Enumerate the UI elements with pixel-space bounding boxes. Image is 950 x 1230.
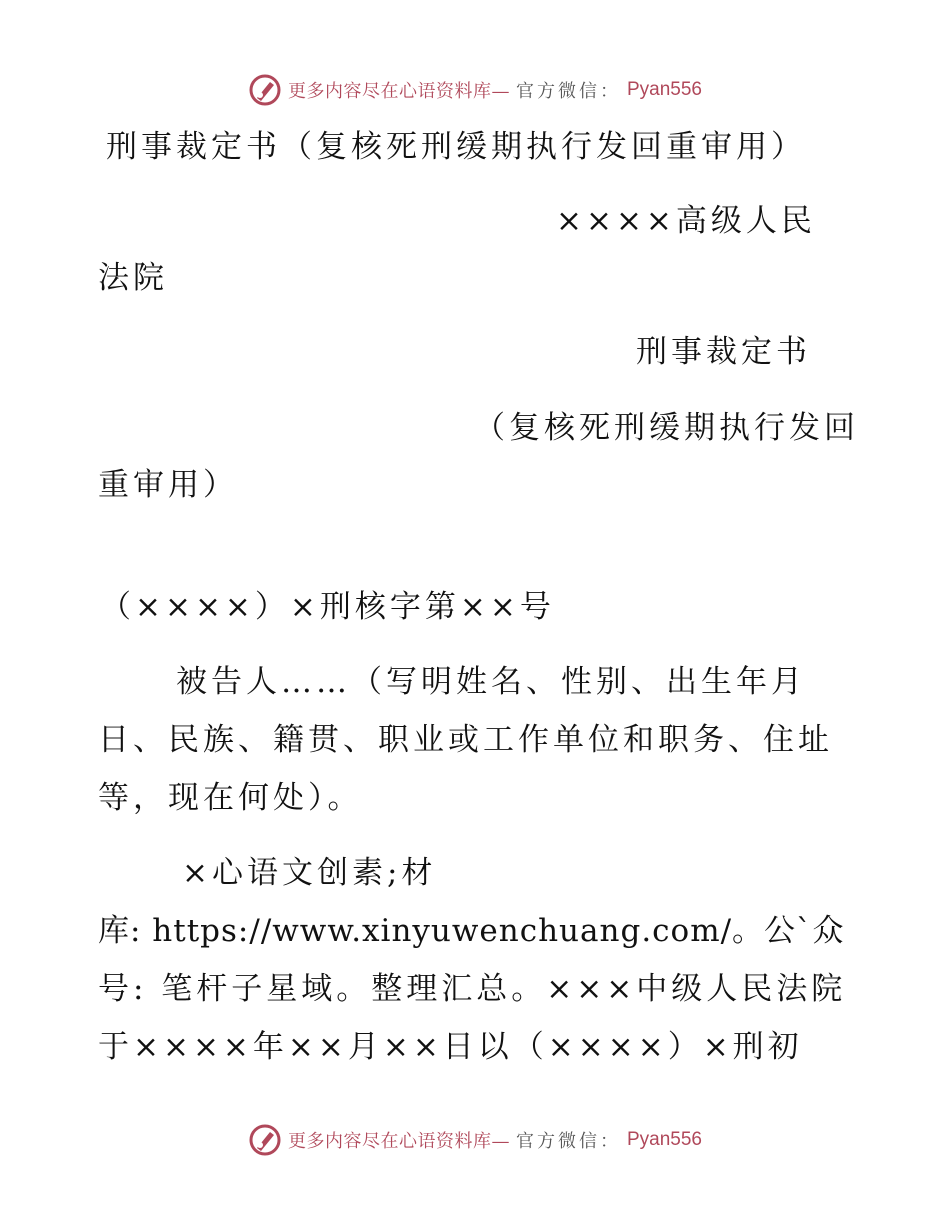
paragraph-source-line3: 号: 笔杆子星域。整理汇总。×××中级人民法院: [98, 971, 847, 1007]
paragraph-source-line2: 库: https://www.xinyuwenchuang.com/。公`众: [98, 913, 845, 949]
watermark-text: 更多内容尽在心语资料库—: [287, 81, 510, 102]
pen-logo-icon: [248, 1123, 282, 1157]
watermark-wechat-id: Pyan556: [626, 79, 702, 100]
case-number: （××××）×刑核字第××号: [100, 589, 555, 625]
paragraph-source-line1: ×心语文创素;材: [182, 855, 437, 891]
watermark-wechat-id: Pyan556: [626, 1129, 702, 1150]
document-subtitle-line2: 重审用）: [98, 467, 238, 503]
document-heading: 刑事裁定书（复核死刑缓期执行发回重审用）: [106, 129, 806, 165]
watermark-header: [0, 70, 950, 110]
document-type-title: 刑事裁定书: [636, 334, 811, 370]
court-name-line1: ××××高级人民: [556, 203, 816, 239]
watermark-footer: [0, 1120, 950, 1160]
pen-logo-icon: [248, 73, 282, 107]
watermark-wechat-label: 官方微信：: [515, 81, 621, 102]
paragraph-defendant-line3: 等，现在何处）。: [98, 780, 363, 816]
paragraph-defendant-line1: 被告人……（写明姓名、性别、出生年月: [176, 664, 806, 700]
watermark-text: 更多内容尽在心语资料库—: [287, 1131, 510, 1152]
document-subtitle-line1: （复核死刑缓期执行发回: [474, 410, 859, 446]
paragraph-defendant-line2: 日、民族、籍贯、职业或工作单位和职务、住址: [98, 722, 833, 758]
court-name-line2: 法院: [98, 260, 168, 296]
paragraph-source-line4: 于××××年××月××日以（××××）×刑初: [98, 1029, 803, 1065]
watermark-wechat-label: 官方微信：: [515, 1131, 621, 1152]
